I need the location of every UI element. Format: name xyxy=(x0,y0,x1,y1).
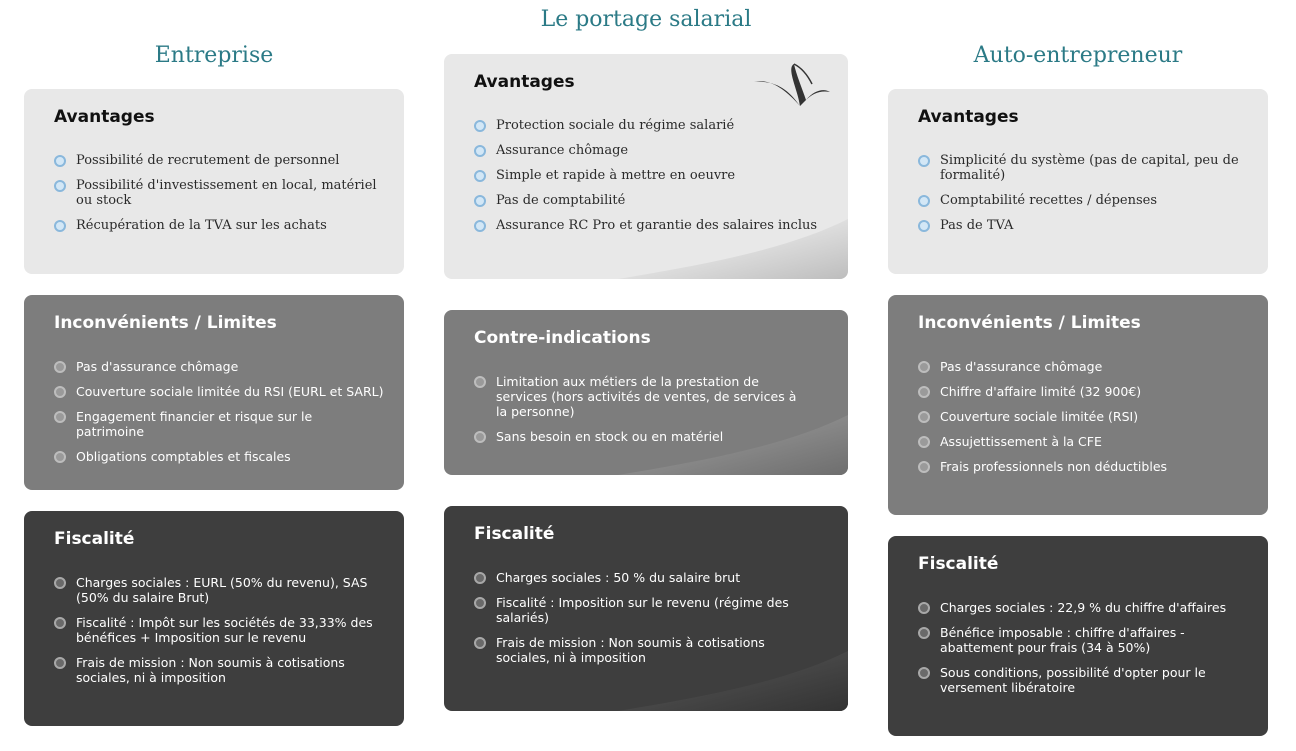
card-heading: Fiscalité xyxy=(474,524,555,544)
list-item xyxy=(474,193,828,208)
bullet-icon xyxy=(54,220,66,232)
list-item xyxy=(474,168,828,183)
bullet-icon xyxy=(918,602,930,614)
list-item-text: Obligations comptables et fiscales xyxy=(76,449,291,464)
list-item xyxy=(474,143,828,158)
entreprise-inconvenients-card xyxy=(24,295,404,490)
list-item-text: Pas d'assurance chômage xyxy=(940,359,1103,374)
page-title: Le portage salarial xyxy=(540,7,752,32)
list-item xyxy=(54,178,384,208)
card-heading: Contre-indications xyxy=(474,328,651,348)
bullet-icon xyxy=(918,361,930,373)
list-item-text: Assujettissement à la CFE xyxy=(940,434,1102,449)
list-item-text: Simplicité du système (pas de capital, peu de formalité) xyxy=(940,153,1239,183)
list-item xyxy=(54,409,384,439)
bullet-icon xyxy=(474,170,486,182)
bullet-icon xyxy=(474,120,486,132)
bullet-icon xyxy=(474,431,486,443)
list-item-text: Frais professionnels non déductibles xyxy=(940,459,1168,474)
auto-avantages-card xyxy=(888,89,1268,274)
list-item xyxy=(918,193,1248,208)
bullet-icon xyxy=(474,145,486,157)
list-item-text: Assurance RC Pro et garantie des salaires inclus xyxy=(496,218,818,233)
bullet-icon xyxy=(54,180,66,192)
list xyxy=(918,600,1248,705)
card-heading: Avantages xyxy=(54,107,155,127)
list-item xyxy=(54,384,384,399)
bullet-icon xyxy=(474,572,486,584)
list-item-text: Fiscalité : Imposition sur le revenu (régime des salariés) xyxy=(496,595,789,625)
bullet-icon xyxy=(918,195,930,207)
list xyxy=(54,153,384,243)
bird-icon xyxy=(750,60,834,108)
entreprise-avantages-card xyxy=(24,89,404,274)
bullet-icon xyxy=(54,617,66,629)
list xyxy=(54,359,384,474)
list-item-text: Frais de mission : Non soumis à cotisations sociales, ni à imposition xyxy=(76,655,345,685)
bullet-icon xyxy=(918,627,930,639)
list-item-text: Couverture sociale limitée du RSI (EURL et SARL) xyxy=(76,384,384,399)
bullet-icon xyxy=(54,411,66,423)
list-item-text: Assurance chômage xyxy=(496,143,629,158)
bullet-icon xyxy=(54,577,66,589)
list-item-text: Engagement financier et risque sur le patrimoine xyxy=(76,409,313,439)
list-item-text: Pas d'assurance chômage xyxy=(76,359,239,374)
list-item xyxy=(474,118,828,133)
card-heading: Inconvénients / Limites xyxy=(54,313,277,333)
list-item-text: Possibilité d'investissement en local, matériel ou stock xyxy=(76,178,377,208)
column-title-auto-entrepreneur: Auto-entrepreneur xyxy=(973,43,1183,68)
list-item xyxy=(54,153,384,168)
list-item-text: Chiffre d'affaire limité (32 900€) xyxy=(940,384,1142,399)
list-item-text: Comptabilité recettes / dépenses xyxy=(940,193,1158,208)
portage-fiscalite-card xyxy=(444,506,848,711)
list-item xyxy=(474,374,808,419)
list-item xyxy=(54,359,384,374)
list-item xyxy=(918,153,1248,183)
auto-fiscalite-card xyxy=(888,536,1268,736)
page-curl-decoration xyxy=(618,651,848,711)
list-item-text: Fiscalité : Impôt sur les sociétés de 33,33% des bénéfices + Imposition sur le revenu xyxy=(76,615,373,645)
list-item-text: Frais de mission : Non soumis à cotisations sociales, ni à imposition xyxy=(496,635,765,665)
list-item xyxy=(918,665,1248,695)
bullet-icon xyxy=(54,451,66,463)
entreprise-fiscalite-card xyxy=(24,511,404,726)
card-heading: Fiscalité xyxy=(54,529,135,549)
card-heading: Avantages xyxy=(474,72,575,92)
list-item xyxy=(918,600,1248,615)
bullet-icon xyxy=(918,220,930,232)
list-item xyxy=(54,218,384,233)
bullet-icon xyxy=(918,436,930,448)
column-title-entreprise: Entreprise xyxy=(154,43,274,68)
list xyxy=(54,575,384,695)
page-curl-decoration xyxy=(618,415,848,475)
card-heading: Inconvénients / Limites xyxy=(918,313,1141,333)
list-item xyxy=(918,434,1248,449)
bullet-icon xyxy=(54,155,66,167)
bullet-icon xyxy=(918,411,930,423)
list-item xyxy=(474,595,818,625)
list-item-text: Charges sociales : 50 % du salaire brut xyxy=(496,570,741,585)
auto-inconvenients-card xyxy=(888,295,1268,515)
list-item xyxy=(918,218,1248,233)
list-item-text: Récupération de la TVA sur les achats xyxy=(76,218,327,233)
card-heading: Fiscalité xyxy=(918,554,999,574)
list-item xyxy=(918,359,1248,374)
list-item xyxy=(54,615,384,645)
list-item xyxy=(918,384,1248,399)
portage-avantages-card xyxy=(444,54,848,279)
bullet-icon xyxy=(918,155,930,167)
card-heading: Avantages xyxy=(918,107,1019,127)
list-item-text: Limitation aux métiers de la prestation de services (hors activités de ventes, de services à la personne) xyxy=(496,374,797,419)
page-curl-decoration xyxy=(618,219,848,279)
bullet-icon xyxy=(54,657,66,669)
list-item xyxy=(54,575,384,605)
list-item-text: Protection sociale du régime salarié xyxy=(496,118,735,133)
bullet-icon xyxy=(54,386,66,398)
bullet-icon xyxy=(54,361,66,373)
list xyxy=(918,153,1248,243)
list-item xyxy=(54,655,384,685)
bullet-icon xyxy=(918,667,930,679)
list-item-text: Couverture sociale limitée (RSI) xyxy=(940,409,1139,424)
list-item xyxy=(918,459,1248,474)
bullet-icon xyxy=(474,376,486,388)
list-item-text: Simple et rapide à mettre en oeuvre xyxy=(496,168,736,183)
list-item-text: Pas de comptabilité xyxy=(496,193,626,208)
list-item-text: Sous conditions, possibilité d'opter pour le versement libératoire xyxy=(940,665,1206,695)
list xyxy=(918,359,1248,484)
bullet-icon xyxy=(474,597,486,609)
list-item-text: Bénéfice imposable : chiffre d'affaires - abattement pour frais (34 à 50%) xyxy=(940,625,1185,655)
list-item-text: Pas de TVA xyxy=(940,218,1014,233)
list-item xyxy=(474,570,818,585)
list-item-text: Charges sociales : 22,9 % du chiffre d'affaires xyxy=(940,600,1227,615)
list-item-text: Charges sociales : EURL (50% du revenu), SAS (50% du salaire Brut) xyxy=(76,575,368,605)
list-item-text: Sans besoin en stock ou en matériel xyxy=(496,429,724,444)
list-item xyxy=(54,449,384,464)
bullet-icon xyxy=(918,386,930,398)
list-item xyxy=(918,625,1248,655)
bullet-icon xyxy=(474,637,486,649)
bullet-icon xyxy=(918,461,930,473)
portage-contre-indications-card xyxy=(444,310,848,475)
list-item-text: Possibilité de recrutement de personnel xyxy=(76,153,340,168)
bullet-icon xyxy=(474,220,486,232)
list-item xyxy=(918,409,1248,424)
bullet-icon xyxy=(474,195,486,207)
